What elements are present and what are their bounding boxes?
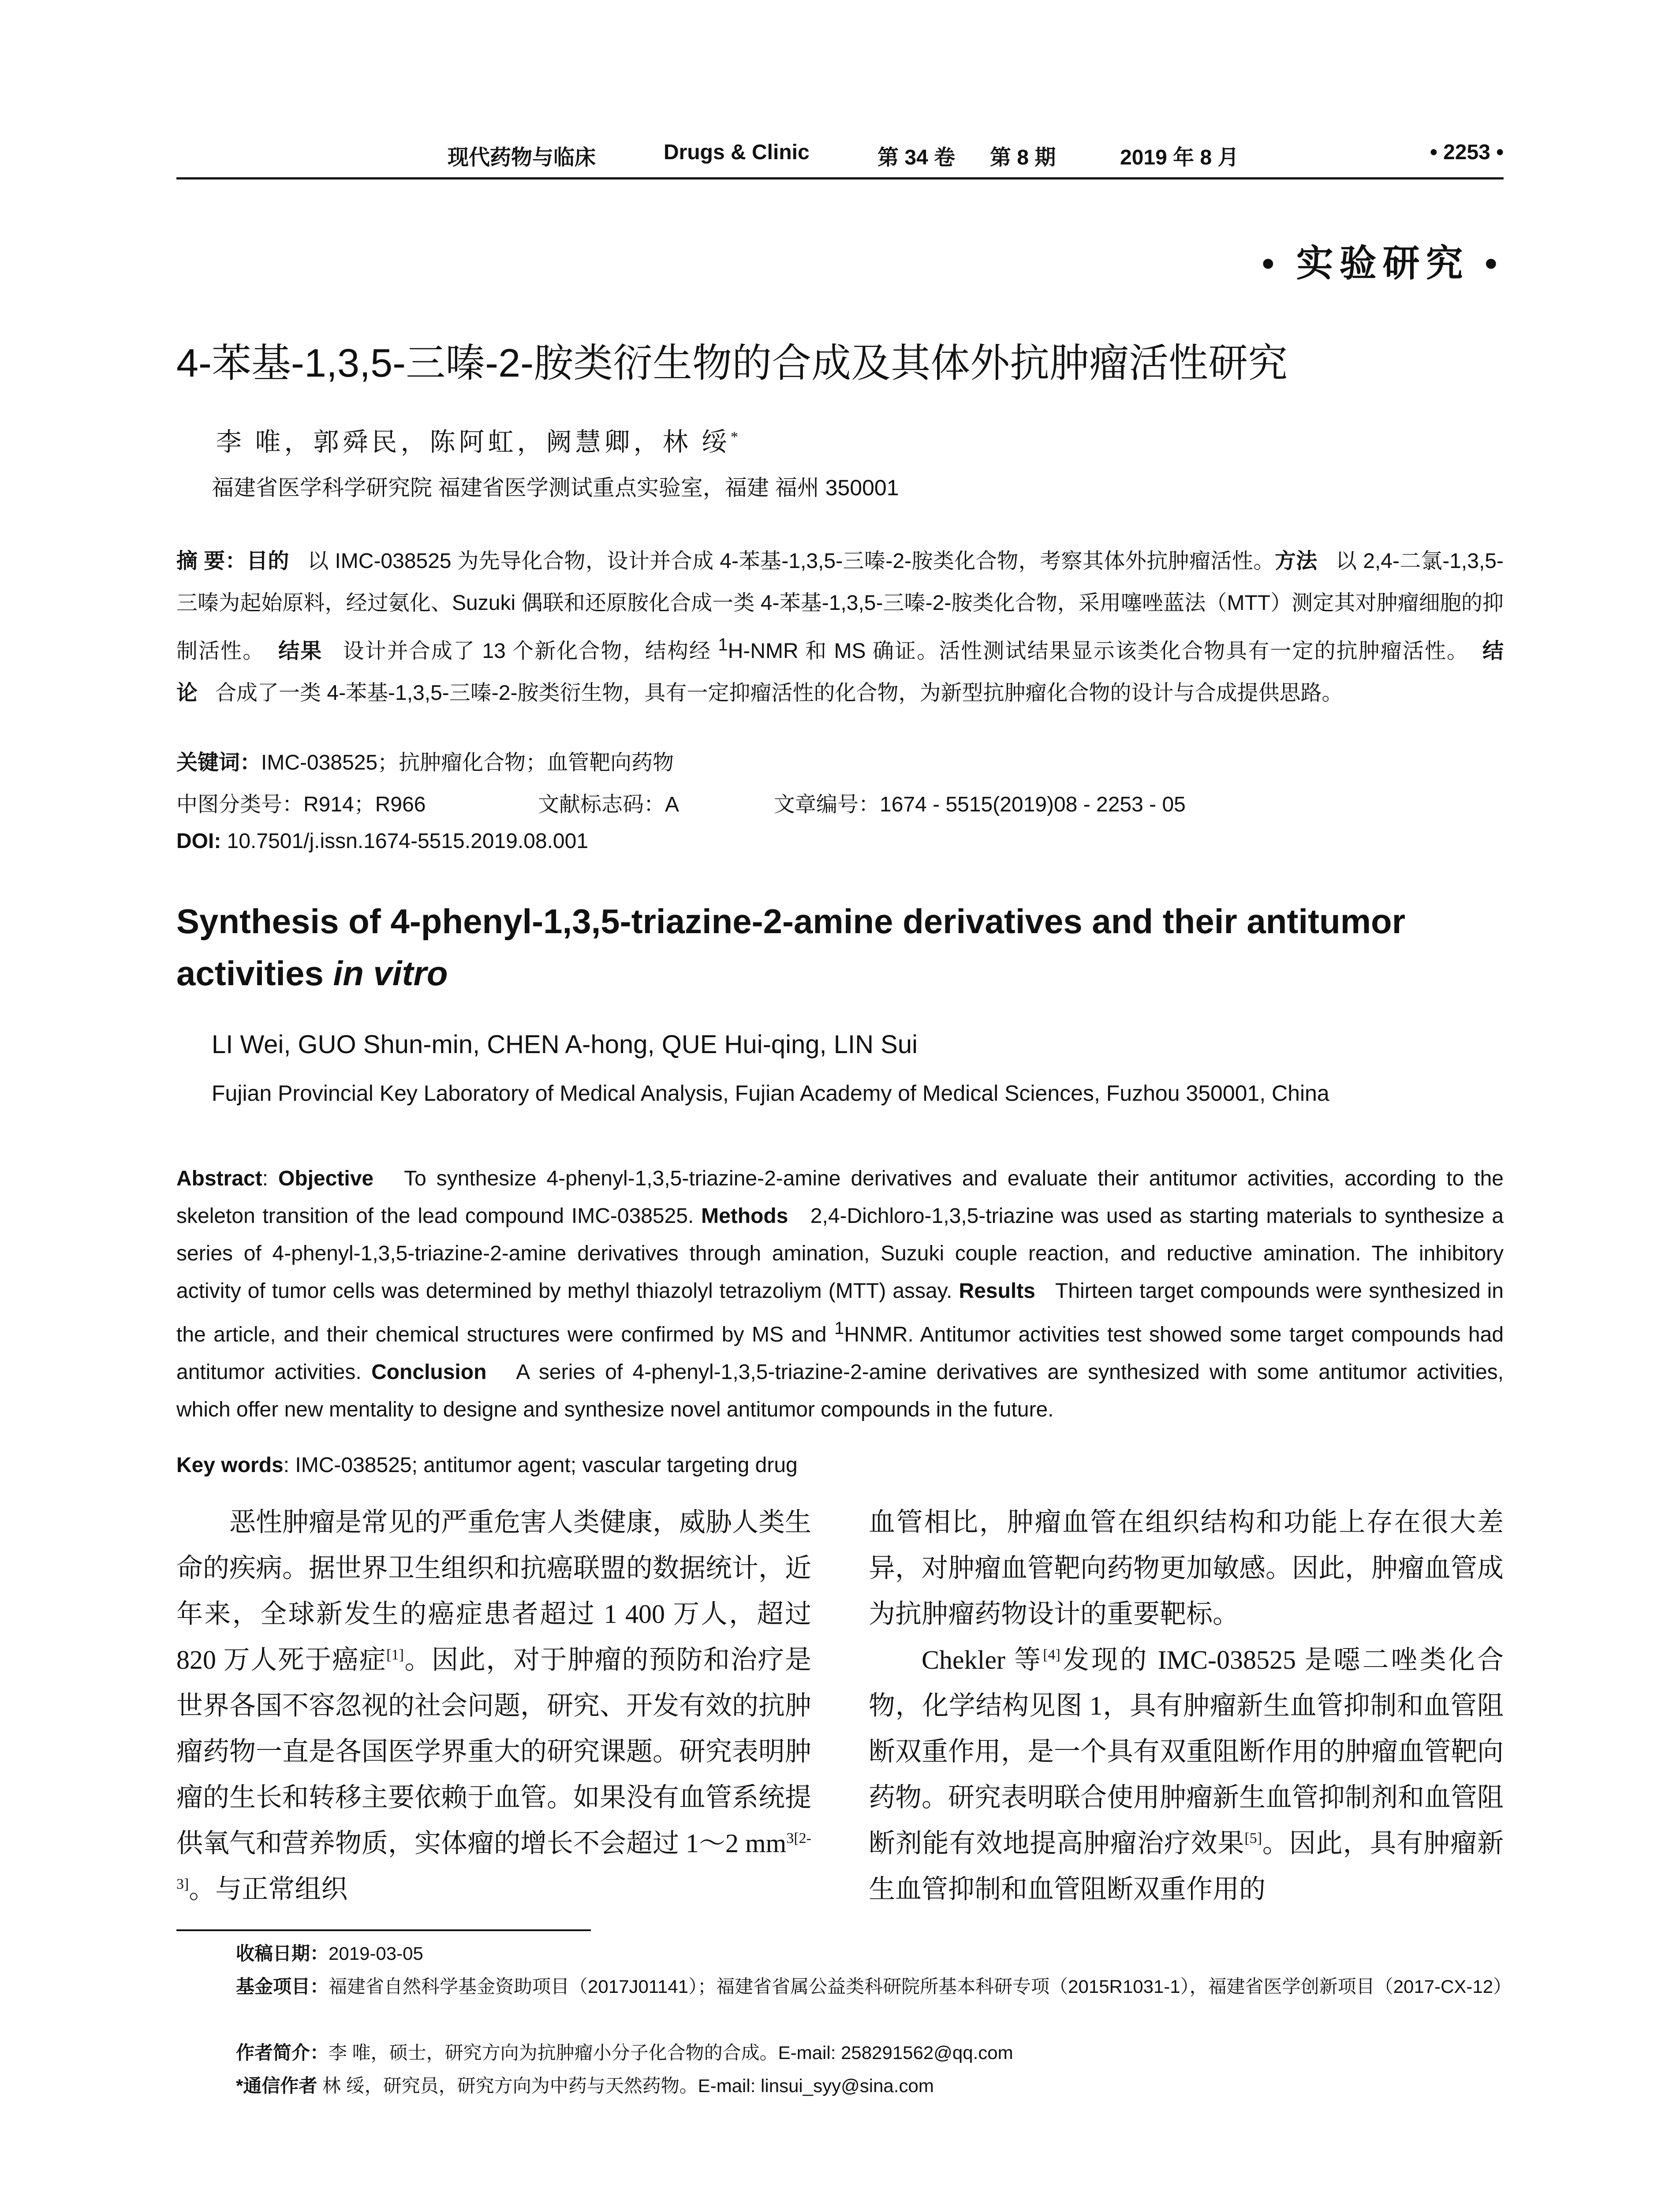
title-en-main: Synthesis of 4-phenyl-1,3,5-triazine-2-amine derivatives and their antitumor activities: [176, 902, 1406, 993]
section-label: • 实验研究 •: [1262, 243, 1504, 284]
abstract-en-label: Abstract: [176, 1167, 262, 1190]
volume-label: 第 34 卷: [877, 146, 956, 169]
header-rule: [176, 177, 1504, 179]
citation: 3[2-3]: [176, 1830, 811, 1892]
doi-line: [176, 829, 588, 853]
body-column-left: [176, 1499, 811, 1912]
keywords-cn: [176, 745, 674, 776]
conclusion-en-label: Conclusion: [371, 1360, 487, 1384]
fund-text: 福建省自然科学基金资助项目（2017J01141）；福建省省属公益类科研院所基本科研专项（2015R1031-1），福建省医学创新项目（2017-CX-12）: [329, 1976, 1512, 1997]
results-cn-a: 设计并合成了 13 个新化合物，结构经: [343, 639, 718, 663]
conclusion-en: A series of 4-phenyl-1,3,5-triazine-2-amine derivatives are synthesized with some antitumor activities, which offer new mentality to designe and synthesize novel antitumor compounds in the future.: [176, 1360, 1504, 1421]
objective-cn-label: 目的: [246, 549, 289, 573]
affiliation-cn: 福建省医学科学研究院 福建省医学测试重点实验室，福建 福州 350001: [212, 475, 899, 500]
journal-name-en: Drugs & Clinic: [664, 141, 810, 164]
running-header: [176, 140, 1504, 176]
corresponding-label: *通信作者: [236, 2075, 317, 2096]
abstract-cn-label: 摘 要：: [176, 549, 247, 573]
title-cn: 4-苯基-1,3,5-三嗪-2-胺类衍生物的合成及其体外抗肿瘤活性研究: [176, 341, 1288, 385]
doi-value: 10.7501/j.issn.1674-5515.2019.08.001: [221, 830, 589, 853]
keywords-en-text: IMC-038525; antitumor agent; vascular targeting drug: [295, 1454, 798, 1477]
author-label: 作者简介：: [236, 2042, 329, 2063]
citation: [4]: [1043, 1647, 1060, 1663]
body-paragraph: [869, 1637, 1504, 1912]
footnote-corresponding: [236, 2070, 934, 2101]
body-text: 。因此，对于肿瘤的预防和治疗是世界各国不容忽视的社会问题，研究、开发有效的抗肿瘤药物一直是各国医学界重大的研究课题。研究表明肿瘤的生长和转移主要依赖于血管。如果没有血管系统提供氧气和营养物质，实体瘤的增长不会超过 1～2 mm: [176, 1645, 812, 1858]
fund-label: 基金项目：: [236, 1976, 329, 1997]
body-paragraph: [869, 1499, 1504, 1637]
results-en-b: HNMR. Antitumor activities test showed some target compounds had antitumor activities.: [176, 1323, 1504, 1384]
keywords-cn-label: 关键词：: [176, 751, 261, 774]
title-en: [176, 895, 1504, 999]
footnote-rule: [176, 1929, 591, 1931]
footnote-fund: [236, 1971, 1606, 2002]
results-en-a: Thirteen target compounds were synthesized in the article, and their chemical structures were confirmed by MS and: [176, 1279, 1504, 1346]
issue-date: 2019 年 8 月: [1120, 146, 1239, 169]
footnote-author: [236, 2037, 1013, 2068]
objective-en: To synthesize 4-phenyl-1,3,5-triazine-2-amine derivatives and evaluate their antitumor activities, according to the skeleton transition of the lead compound IMC-038525.: [176, 1167, 1504, 1228]
page-number: • 2253 •: [1430, 141, 1504, 164]
results-en-label: Results: [959, 1279, 1035, 1303]
body-text: 血管相比，肿瘤血管在组织结构和功能上存在很大差异，对肿瘤血管靶向药物更加敏感。因此，肿瘤血管成为抗肿瘤药物设计的重要靶标。: [869, 1508, 1504, 1629]
body-text: 恶性肿瘤是常见的严重危害人类健康，威胁人类生命的疾病。据世界卫生组织和抗癌联盟的数据统计，近年来，全球新发生的癌症患者超过 1 400 万人，超过 820 万人死于癌症: [176, 1508, 811, 1674]
document-code: 文献标志码：A: [538, 793, 679, 816]
results-en-sup: 1: [834, 1319, 844, 1338]
keywords-cn-text: IMC-038525；抗肿瘤化合物；血管靶向药物: [261, 751, 674, 774]
corresponding-mark: *: [731, 429, 742, 445]
citation: [1]: [386, 1647, 404, 1663]
keywords-en-label: Key words: [176, 1454, 284, 1477]
body-text: 。因此，具有肿瘤新生血管抑制和血管阻断双重作用的: [869, 1829, 1504, 1904]
authors-cn-names: 李 唯，郭舜民，陈阿虹，阙慧卿，林 绥: [216, 428, 731, 456]
methods-cn: 以 2,4-二氯-1,3,5-三嗪为起始原料，经过氨化、Suzuki 偶联和还原胺化合成一类 4-苯基-1,3,5-三嗪-2-胺类化合物，采用噻唑蓝法（MTT）测定其对肿瘤细胞的抑制活性。: [176, 549, 1504, 663]
doi-label: DOI:: [176, 830, 221, 853]
results-cn-sup: 1: [718, 635, 728, 654]
received-date: 2019-03-05: [329, 1943, 423, 1964]
conclusion-cn: 合成了一类 4-苯基-1,3,5-三嗪-2-胺类衍生物，具有一定抑瘤活性的化合物，为新型抗肿瘤化合物的设计与合成提供思路。: [215, 681, 1343, 705]
author-bio: 李 唯，硕士，研究方向为抗肿瘤小分子化合物的合成。E-mail: 258291562@qq.com: [329, 2042, 1013, 2063]
citation: [5]: [1244, 1830, 1262, 1846]
footnote-received: [236, 1938, 423, 1969]
objective-cn: 以 IMC-038525 为先导化合物，设计并合成 4-苯基-1,3,5-三嗪-2-胺类化合物，考察其体外抗肿瘤活性。: [307, 549, 1275, 573]
conclusion-cn-label: 结论: [176, 639, 1504, 705]
authors-en: LI Wei, GUO Shun-min, CHEN A-hong, QUE Hui-qing, LIN Sui: [212, 1030, 918, 1059]
received-label: 收稿日期：: [236, 1943, 329, 1964]
objective-en-label: Objective: [278, 1167, 374, 1190]
corresponding-text: 林 绥，研究员，研究方向为中药与天然药物。E-mail: linsui_syy@sina.com: [317, 2075, 934, 2096]
body-paragraph: [176, 1499, 811, 1912]
body-text: Chekler 等: [922, 1645, 1043, 1674]
affiliation-en: Fujian Provincial Key Laboratory of Medical Analysis, Fujian Academy of Medical Sciences, Fuzhou 350001, China: [212, 1081, 1329, 1106]
keywords-en: Key words: IMC-038525; antitumor agent; vascular targeting drug: [176, 1454, 798, 1477]
journal-name-cn: 现代药物与临床: [448, 146, 596, 169]
authors-cn: [216, 421, 742, 458]
article-number: 文章编号：1674 - 5515(2019)08 - 2253 - 05: [774, 793, 1186, 816]
results-cn-label: 结果: [278, 639, 323, 663]
issue-label: 第 8 期: [990, 146, 1056, 169]
abstract-en: Abstract: Objective To synthesize 4-phenyl-1,3,5-triazine-2-amine derivatives and evaluate their antitumor activities, according to the skeleton transition of the lead compound IMC-038525. Methods 2,4-Dichloro-1,3,5-triazine was used as starting materials to synthesize a series of 4-phenyl-1,3,5-triazine-2-amine derivatives through amination, Suzuki couple reaction, and reductive amination. The inhibitory activity of tumor cells was determined by methyl thiazolyl tetrazoliym (MTT) assay. Results Thirteen target compounds were synthesized in the article, and their chemical structures were confirmed by MS and $^1$HNMR. Antitumor activities test showed some target compounds had antitumor activities. Conclusion A series of 4-phenyl-1,3,5-triazine-2-amine derivatives are synthesized with some antitumor activities, which offer new mentality to designe and synthesize novel antitumor compounds in the future.: [176, 1167, 1504, 1421]
body-text: 发现的 IMC-038525 是噁二唑类化合物，化学结构见图 1，具有肿瘤新生血管抑制和血管阻断双重作用，是一个具有双重阻断作用的肿瘤血管靶向药物。研究表明联合使用肿瘤新生血管抑制剂和血管阻断剂能有效地提高肿瘤治疗效果: [869, 1645, 1504, 1858]
abstract-cn: [176, 540, 1504, 714]
body-text: 。与正常组织: [189, 1875, 348, 1904]
methods-en-label: Methods: [701, 1204, 788, 1228]
clc-number: 中图分类号：R914；R966: [176, 793, 426, 816]
results-cn-b: H-NMR 和 MS 确证。活性测试结果显示该类化合物具有一定的抗肿瘤活性。: [728, 639, 1469, 663]
body-column-right: [869, 1499, 1504, 1912]
title-en-italic: in vitro: [333, 954, 448, 993]
methods-en: 2,4-Dichloro-1,3,5-triazine was used as starting materials to synthesize a series of 4-phenyl-1,3,5-triazine-2-amine derivatives through amination, Suzuki couple reaction, and reductive amination. The inhibitory activity of tumor cells was determined by methyl thiazolyl tetrazoliym (MTT) assay.: [176, 1204, 1504, 1303]
methods-cn-label: 方法: [1274, 549, 1318, 573]
